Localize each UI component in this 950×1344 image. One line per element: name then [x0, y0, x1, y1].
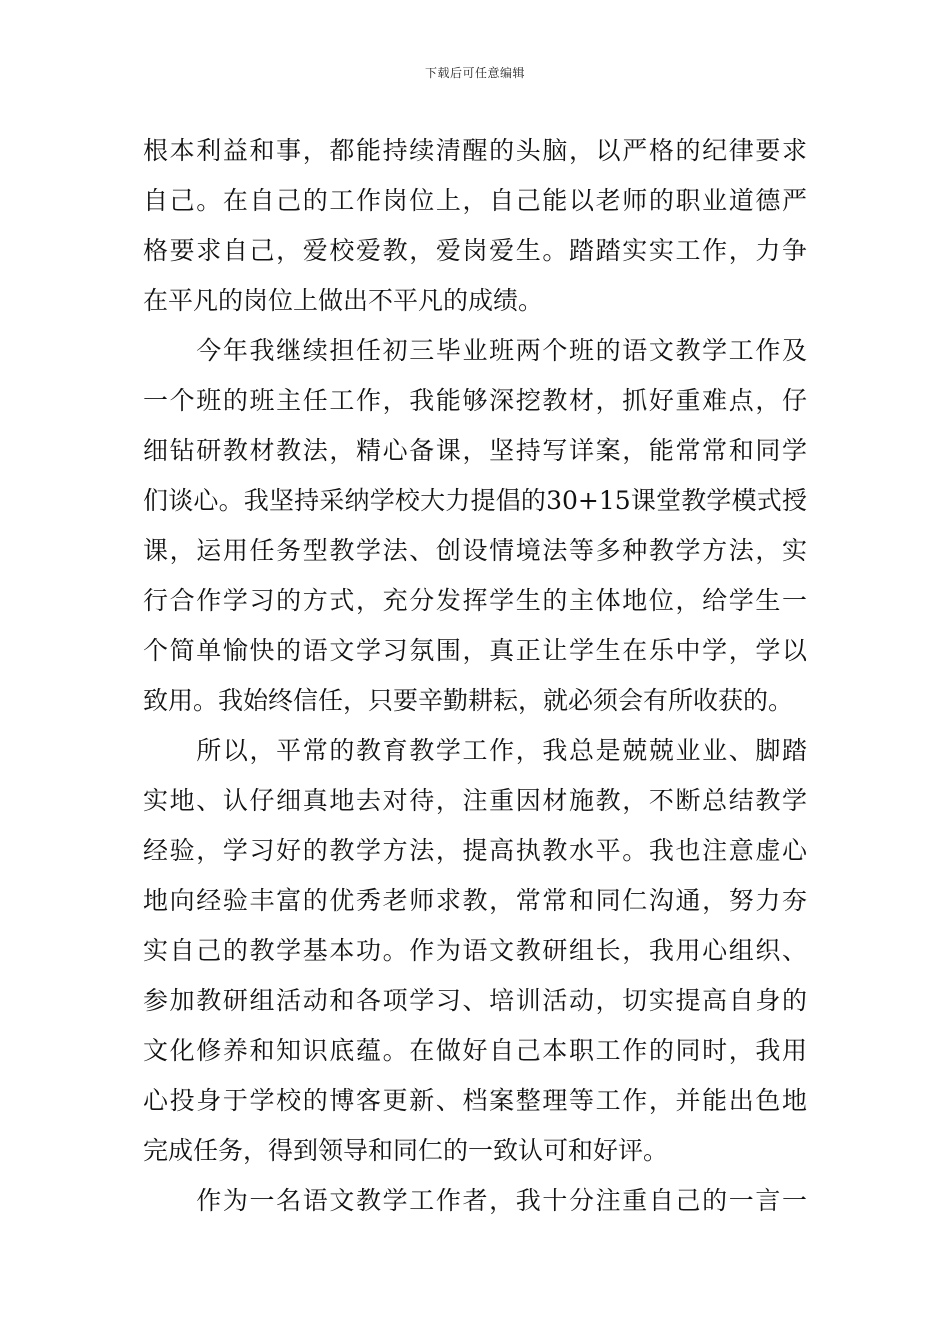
text-line: 们谈心。我坚持采纳学校大力提倡的30+15课堂教学模式授 — [143, 486, 807, 515]
text-line: 实自己的教学基本功。作为语文教研组长，我用心组织、 — [143, 936, 807, 965]
text-line: 根本利益和事，都能持续清醒的头脑，以严格的纪律要求 — [143, 136, 807, 165]
paragraph — [143, 326, 807, 726]
text-line: 在平凡的岗位上做出不平凡的成绩。 — [143, 286, 544, 315]
text-line: 致用。我始终信任，只要辛勤耕耘，就必须会有所收获的。 — [143, 686, 794, 715]
page-header: 下载后可任意编辑 — [424, 66, 525, 80]
text-line: 心投身于学校的博客更新、档案整理等工作，并能出色地 — [143, 1086, 807, 1115]
text-line: 一个班的班主任工作，我能够深挖教材，抓好重难点，仔 — [143, 386, 807, 415]
text-line: 自己。在自己的工作岗位上，自己能以老师的职业道德严 — [143, 186, 807, 215]
text-line: 格要求自己，爱校爱教，爱岗爱生。踏踏实实工作，力争 — [143, 236, 807, 265]
text-line: 地向经验丰富的优秀老师求教，常常和同仁沟通，努力夯 — [143, 886, 807, 915]
text-line: 细钻研教材教法，精心备课，坚持写详案，能常常和同学 — [143, 436, 807, 465]
paragraph — [143, 126, 807, 326]
text-line: 完成任务，得到领导和同仁的一致认可和好评。 — [143, 1136, 669, 1165]
paragraph — [143, 1176, 807, 1226]
text-line: 参加教研组活动和各项学习、培训活动，切实提高自身的 — [143, 986, 807, 1015]
paragraph — [143, 726, 807, 1176]
text-line: 经验，学习好的教学方法，提高执教水平。我也注意虚心 — [143, 836, 807, 865]
text-line: 实地、认仔细真地去对待，注重因材施教，不断总结教学 — [143, 786, 807, 815]
text-line: 所以，平常的教育教学工作，我总是兢兢业业、脚踏 — [143, 736, 807, 765]
text-line: 文化修养和知识底蕴。在做好自己本职工作的同时，我用 — [143, 1036, 807, 1065]
text-line: 行合作学习的方式，充分发挥学生的主体地位，给学生一 — [143, 586, 807, 615]
text-line: 课，运用任务型教学法、创设情境法等多种教学方法，实 — [143, 536, 807, 565]
text-line: 今年我继续担任初三毕业班两个班的语文教学工作及 — [143, 336, 807, 365]
text-line: 个简单愉快的语文学习氛围，真正让学生在乐中学，学以 — [143, 636, 807, 665]
text-line: 作为一名语文教学工作者，我十分注重自己的一言一 — [143, 1186, 807, 1215]
document-body — [143, 126, 807, 1226]
